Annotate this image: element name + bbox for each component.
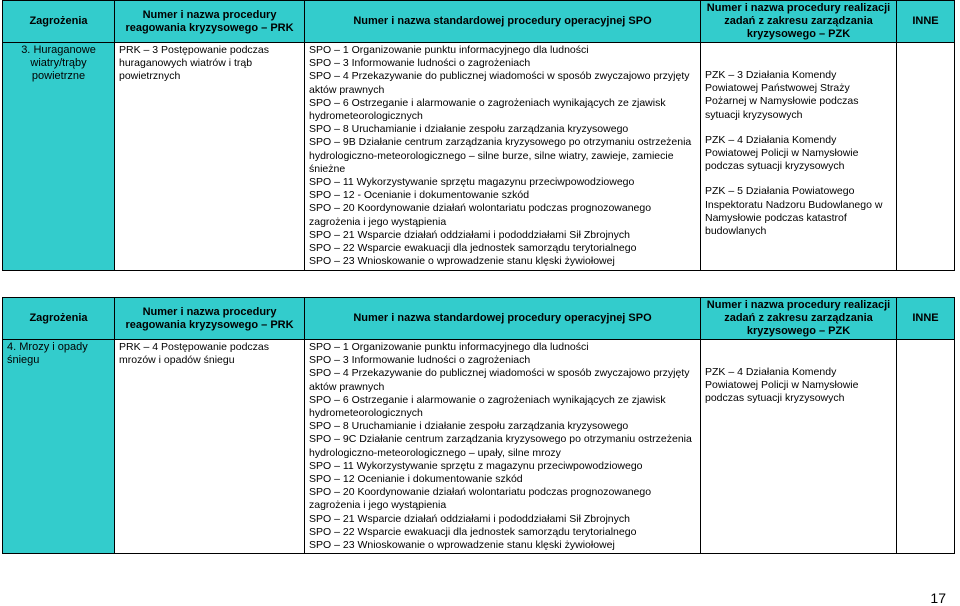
spo-item: SPO – 1 Organizowanie punktu informacyjnego dla ludności xyxy=(309,341,589,353)
header-other: INNE xyxy=(897,1,955,43)
spo-item: SPO – 12 Ocenianie i dokumentowanie szkód xyxy=(309,473,523,486)
spo-item: SPO – 23 Wnioskowanie o wprowadzenie stanu klęski żywiołowej xyxy=(309,539,615,552)
spo-item: SPO – 12 - Ocenianie i dokumentowanie szkód xyxy=(309,189,530,202)
spo-item: SPO – 23 Wnioskowanie o wprowadzenie stanu klęski żywiołowej xyxy=(309,255,615,268)
prk-cell xyxy=(115,43,305,271)
spo-item: SPO – 11 Wykorzystywanie sprzętu z magazynu przeciwpowodziowego xyxy=(309,459,643,472)
hazard-name: Huraganowe wiatry/trąby powietrzne xyxy=(30,44,96,83)
header-prk: Numer i nazwa procedury reagowania kryzysowego – PRK xyxy=(115,298,305,340)
other-cell xyxy=(897,340,955,554)
header-pzk: Numer i nazwa procedury realizacji zadań z zakresu zarządzania kryzysowego – PZK xyxy=(701,1,897,43)
header-other: INNE xyxy=(897,298,955,340)
hazard-cell xyxy=(3,340,115,554)
spo-item: SPO – 22 Wsparcie ewakuacji dla jednostek samorządu terytorialnego xyxy=(309,242,637,255)
header-row xyxy=(3,298,955,340)
spo-cell xyxy=(305,43,701,271)
procedures-table-frost xyxy=(2,297,955,554)
spo-item: SPO – 21 Wsparcie działań oddziałami i pododdziałami Sił Zbrojnych xyxy=(309,512,630,525)
other-cell xyxy=(897,43,955,271)
procedures-table-hurricane xyxy=(2,0,955,271)
page-number: 17 xyxy=(930,590,946,606)
table-row xyxy=(3,340,955,554)
spo-item: SPO – 20 Koordynowanie działań wolontariatu podczas prognozowanego zagrożenia i jego wystąpienia xyxy=(309,486,652,512)
spo-item: SPO – 20 Koordynowanie działań wolontariatu podczas prognozowanego zagrożenia i jego wystąpienia xyxy=(309,202,652,228)
pzk-item: PZK – 5 Działania Powiatowego Inspektoratu Nadzoru Budowlanego w Namysłowie podczas katastrof budowlanych xyxy=(705,185,883,238)
header-spo: Numer i nazwa standardowej procedury operacyjnej SPO xyxy=(305,298,701,340)
spo-cell xyxy=(305,340,701,554)
spo-item: SPO – 6 Ostrzeganie i alarmowanie o zagrożeniach wynikających ze zjawisk hydrometeorologicznych xyxy=(309,393,666,420)
spo-item: SPO – 11 Wykorzystywanie sprzętu magazynu przeciwpowodziowego xyxy=(309,176,635,189)
spo-item: SPO – 21 Wsparcie działań oddziałami i pododdziałami Sił Zbrojnych xyxy=(309,228,630,241)
prk-text: PRK – 3 Postępowanie podczas huraganowych wiatrów i trąb powietrznych xyxy=(119,44,270,83)
header-spo: Numer i nazwa standardowej procedury operacyjnej SPO xyxy=(305,1,701,43)
header-prk: Numer i nazwa procedury reagowania kryzysowego – PRK xyxy=(115,1,305,43)
header-row xyxy=(3,1,955,43)
prk-cell xyxy=(115,340,305,554)
header-hazard: Zagrożenia xyxy=(3,1,115,43)
spo-item: SPO – 4 Przekazywanie do publicznej wiadomości w sposób zwyczajowo przyjęty aktów prawnych xyxy=(309,70,690,96)
hazard-number: 3. xyxy=(21,44,31,56)
pzk-item: PZK – 4 Działania Komendy Powiatowej Policji w Namysłowie podczas sytuacji kryzysowych xyxy=(705,366,859,405)
pzk-cell xyxy=(701,43,897,271)
header-pzk: Numer i nazwa procedury realizacji zadań z zakresu zarządzania kryzysowego – PZK xyxy=(701,298,897,340)
spo-item: SPO – 6 Ostrzeganie i alarmowanie o zagrożeniach wynikających ze zjawisk hydrometeorologicznych xyxy=(309,96,666,123)
spo-item: SPO – 1 Organizowanie punktu informacyjnego dla ludności xyxy=(309,44,589,56)
hazard-cell xyxy=(3,43,115,271)
pzk-item: PZK – 3 Działania Komendy Powiatowej Państwowej Straży Pożarnej w Namysłowie podczas sytuacji kryzysowych xyxy=(705,69,859,121)
hazard-number: 4. xyxy=(7,341,17,353)
spo-item: SPO – 9B Działanie centrum zarządzania kryzysowego po otrzymaniu ostrzeżenia hydrologiczno-meteorologicznego – silne burze, silne wiatry, zawieje, zamiecie śnieżne xyxy=(309,136,692,175)
spo-item: SPO – 3 Informowanie ludności o zagrożeniach xyxy=(309,354,531,367)
header-hazard: Zagrożenia xyxy=(3,298,115,340)
pzk-item: PZK – 4 Działania Komendy Powiatowej Policji w Namysłowie podczas sytuacji kryzysowych xyxy=(705,133,859,173)
spo-item: SPO – 8 Uruchamianie i działanie zespołu zarządzania kryzysowego xyxy=(309,420,629,433)
spo-item: SPO – 22 Wsparcie ewakuacji dla jednostek samorządu terytorialnego xyxy=(309,525,637,538)
pzk-cell xyxy=(701,340,897,554)
spo-item: SPO – 8 Uruchamianie i działanie zespołu zarządzania kryzysowego xyxy=(309,123,629,136)
prk-text: PRK – 4 Postępowanie podczas mrozów i opadów śniegu xyxy=(119,341,270,367)
spo-item: SPO – 3 Informowanie ludności o zagrożeniach xyxy=(309,57,531,70)
spo-item: SPO – 4 Przekazywanie do publicznej wiadomości w sposób zwyczajowo przyjęty aktów prawnych xyxy=(309,367,690,393)
spo-item: SPO – 9C Działanie centrum zarządzania kryzysowego po otrzymaniu ostrzeżenia hydrologiczno-meteorologicznego – upały, silne mrozy xyxy=(309,433,692,459)
table-row xyxy=(3,43,955,271)
hazard-name: Mrozy i opady śniegu xyxy=(7,341,88,367)
